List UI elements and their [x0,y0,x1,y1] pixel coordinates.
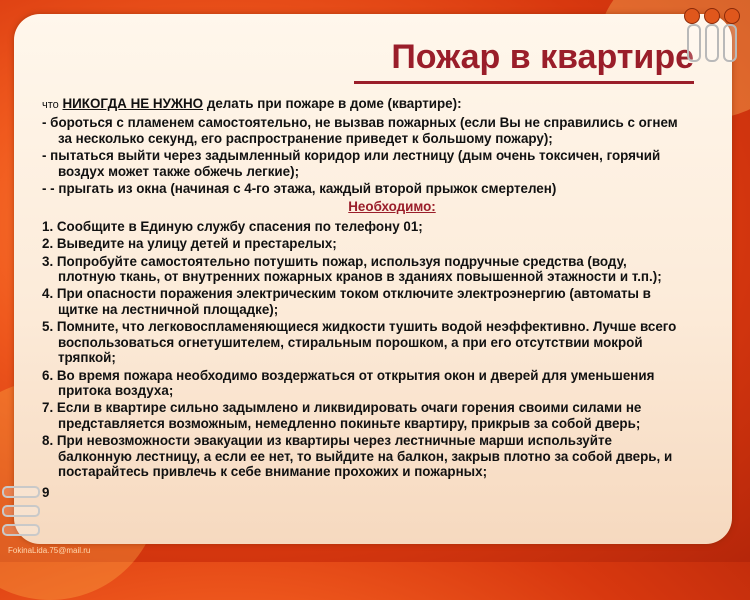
step-item [42,433,742,479]
step-item [42,400,742,431]
paperclip-icon [2,524,40,536]
page-title: Пожар в квартире [391,38,694,76]
pin-icon [704,8,720,24]
paperclip-decoration-top [684,8,740,62]
step-item [42,286,742,317]
dont-item [42,181,742,196]
intro-line [42,96,742,113]
paperclip-icon [705,24,719,62]
intro-prefix: что [42,99,59,111]
paperclip-icon [687,24,701,62]
dont-item-continuation: за несколько секунд, его распространение приведет к большому пожару); [58,130,553,146]
step-continuation: воспользоваться огнетушителем, стиральным порошком, а при его отсутствии мокрой [58,334,643,350]
pin-icon [684,8,700,24]
step-continuation: тряпкой; [58,350,116,366]
step-text: 5. Помните, что легковоспламеняющиеся жидкости тушить водой неэффективно. Лучше всего [42,319,677,335]
paperclip-icon [2,486,40,498]
dont-item-text: - бороться с пламенем самостоятельно, не вызвав пожарных (если Вы не справились с огнем [42,115,678,131]
step-continuation: притока воздуха; [58,382,174,398]
dont-item [42,148,742,179]
paperclip-decoration-left [2,486,40,539]
step-text: 6. Во время пожара необходимо воздержаться от открытия окон и дверей для уменьшения [42,367,655,383]
step-continuation: балконную лестницу, а если ее нет, то выйдите на балкон, закрыв плотно за собой дверь, и [58,448,673,464]
clip-row [687,24,737,62]
dont-item-text: - - прыгать из окна (начиная с 4-го этажа, каждый второй прыжок смертелен) [42,181,557,197]
step-continuation: плотную ткань, от внутренних пожарных кранов в зданиях повышенной этажности и т.п.); [58,269,662,285]
step-text: 8. При невозможности эвакуации из квартиры через лестничные марши используйте [42,433,612,449]
donts-list [42,115,742,196]
intro-key-phrase: НИКОГДА НЕ НУЖНО [62,96,204,111]
slide-panel [14,14,732,544]
title-underline [354,81,694,84]
step-text: 2. Выведите на улицу детей и престарелых; [42,236,337,252]
pin-row [684,8,740,24]
paperclip-icon [723,24,737,62]
step-text: 7. Если в квартире сильно задымлено и ликвидировать очаги горения своими силами не [42,400,642,416]
step-text: 3. Попробуйте самостоятельно потушить пожар, используя подручные средства (воду, [42,253,627,269]
paperclip-icon [2,505,40,517]
slide-content [42,96,742,503]
step-continuation: постарайтесь привлечь к себе внимание прохожих и пожарных; [58,463,488,479]
intro-rest: делать при пожаре в доме (квартире): [206,96,462,111]
necessary-heading: Необходимо: [348,199,436,215]
step-text: 4. При опасности поражения электрическим током отключите электроэнергию (автоматы в [42,286,651,302]
pin-icon [724,8,740,24]
step-text: 1. Сообщите в Единую службу спасения по телефону 01; [42,218,423,234]
step-item [42,319,742,365]
step-item [42,254,742,285]
footer-watermark: FokinaLida.75@mail.ru [8,546,91,555]
step-item [42,236,742,251]
step-item [42,368,742,399]
steps-list [42,219,742,480]
step-continuation: щитке на лестничной площадке); [58,301,279,317]
step-item [42,219,742,234]
step-continuation: представляется возможным, немедленно покиньте квартиру, прикрыв за собой дверь; [58,415,641,431]
page-number: 9 [42,485,50,501]
dont-item-continuation: воздух может также обжечь легкие); [58,163,300,179]
dont-item [42,115,742,146]
dont-item-text: - пытаться выйти через задымленный коридор или лестницу (дым очень токсичен, горячий [42,148,661,164]
